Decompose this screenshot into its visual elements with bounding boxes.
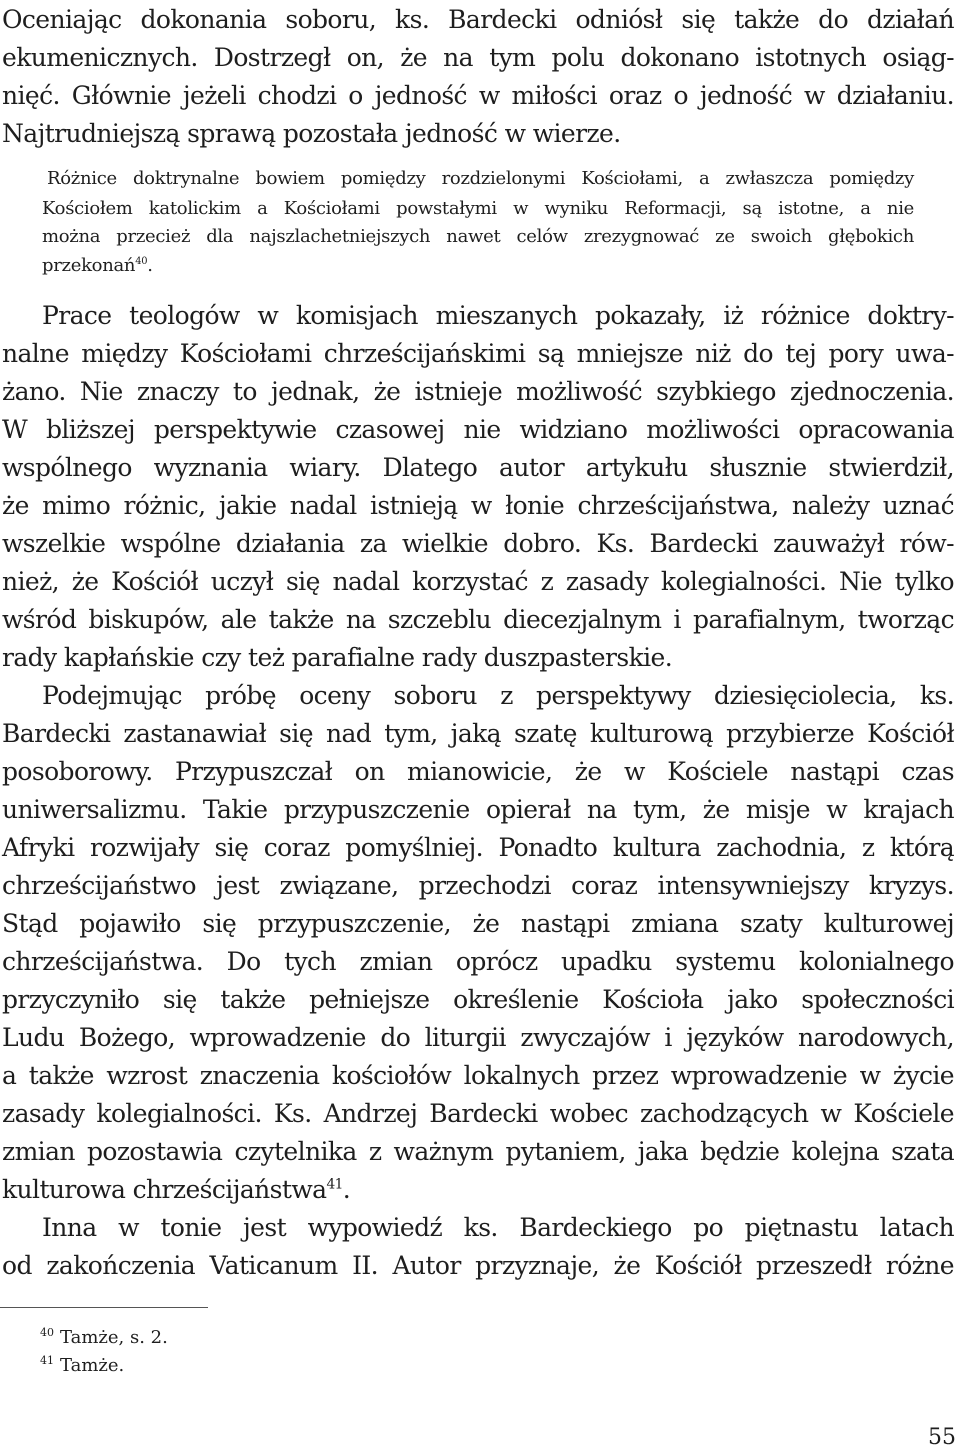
footnote-ref: 40 — [135, 256, 148, 268]
footnote-text: Tamże, s. 2. — [60, 1327, 168, 1348]
text-line: że mimo różnic, jakie nadal istnieją w łonie chrześcijaństwa, należy uznać — [2, 491, 954, 520]
text-line: a także wzrost znaczenia kościołów lokalnych przez wprowadzenie w życie — [2, 1061, 954, 1090]
text-line: Afryki rozwijały się coraz pomyślniej. Ponadto kultura zachodnia, z którą — [2, 833, 954, 862]
footnote — [40, 1348, 124, 1379]
footnote-number: 40 — [40, 1326, 54, 1339]
text-line: chrześcijaństwo jest związane, przechodzi coraz intensywniejszy kryzys. — [2, 871, 954, 900]
footnote-number: 41 — [40, 1354, 54, 1367]
text-line: posoborowy. Przypuszczał on mianowicie, że w Kościele nastąpi czas — [2, 757, 954, 786]
text-line — [2, 1171, 954, 1209]
footnote-rule — [0, 1307, 208, 1308]
quote-line: można przecież dla najszlachetniejszych nawet celów zrezygnować ze swoich głębokich — [42, 226, 914, 247]
text-line: chrześcijaństwa. Do tych zmian oprócz upadku systemu kolonialnego — [2, 947, 954, 976]
text-line: od zakończenia Vaticanum II. Autor przyznaje, że Kościół przeszedł różne — [2, 1251, 954, 1280]
footnote-ref: 41 — [326, 1176, 343, 1193]
text-line: przyczyniło się także pełniejsze określenie Kościoła jako społeczności — [2, 985, 954, 1014]
text-line: nięć. Głównie jeżeli chodzi o jedność w miłości oraz o jedność w działaniu. — [2, 81, 954, 110]
text-line: ekumenicznych. Dostrzegł on, że na tym polu dokonano istotnych osiąg- — [2, 43, 954, 72]
text-line: Podejmując próbę oceny soboru z perspektywy dziesięciolecia, ks. — [42, 681, 954, 710]
text-line: wszelkie wspólne działania za wielkie dobro. Ks. Bardecki zauważył rów- — [2, 529, 954, 558]
text-line: Prace teologów w komisjach mieszanych pokazały, iż różnice doktry- — [42, 301, 954, 330]
text-line: Inna w tonie jest wypowiedź ks. Bardeckiego po piętnastu latach — [42, 1213, 954, 1242]
quote-line: Różnice doktrynalne bowiem pomiędzy rozdzielonymi Kościołami, a zwłaszcza pomiędzy — [47, 168, 914, 189]
quote-end: . — [147, 255, 153, 276]
footnote-text: Tamże. — [60, 1355, 125, 1376]
text-line: wspólnego wyznania wiary. Dlatego autor artykułu słusznie stwierdził, — [2, 453, 954, 482]
text-line: zasady kolegialności. Ks. Andrzej Bardecki wobec zachodzących w Kościele — [2, 1099, 954, 1128]
text-line: Stąd pojawiło się przypuszczenie, że nastąpi zmiana szaty kulturowej — [2, 909, 954, 938]
text-line: W bliższej perspektywie czasowej nie widziano możliwości opracowania — [2, 415, 954, 444]
text-line: nież, że Kościół uczył się nadal korzystać z zasady kolegialności. Nie tylko — [2, 567, 954, 596]
footnote — [40, 1320, 168, 1351]
text-line: Oceniając dokonania soboru, ks. Bardecki odniósł się także do działań — [2, 5, 954, 34]
text-line: nalne między Kościołami chrześcijańskimi są mniejsze niż do tej pory uwa- — [2, 339, 954, 368]
text-line: uniwersalizmu. Takie przypuszczenie opierał na tym, że misje w krajach — [2, 795, 954, 824]
text-line: żano. Nie znaczy to jednak, że istnieje możliwość szybkiego zjednoczenia. — [2, 377, 954, 406]
page-number: 55 — [928, 1425, 956, 1450]
text-line: zmian pozostawia czytelnika z ważnym pytaniem, jaka będzie kolejna szata — [2, 1137, 954, 1166]
text-line: Bardecki zastanawiał się nad tym, jaką szatę kulturową przybierze Kościół — [2, 719, 954, 748]
main-end: . — [342, 1175, 351, 1204]
quote-line: Kościołem katolickim a Kościołami powstałymi w wyniku Reformacji, są istotne, a nie — [42, 198, 914, 219]
text-line: rady kapłańskie czy też parafialne rady duszpasterskie. — [2, 643, 673, 672]
text-line: Ludu Bożego, wprowadzenie do liturgii zwyczajów i języków narodowych, — [2, 1023, 954, 1052]
text-line: Najtrudniejszą sprawą pozostała jedność w wierze. — [2, 119, 621, 148]
quote-last-text: przekonań — [42, 255, 136, 276]
quote-line — [42, 251, 914, 281]
text-line: wśród biskupów, ale także na szczeblu diecezjalnym i parafialnym, tworząc — [2, 605, 954, 634]
main-last-text: kulturowa chrześcijaństwa — [2, 1175, 327, 1204]
